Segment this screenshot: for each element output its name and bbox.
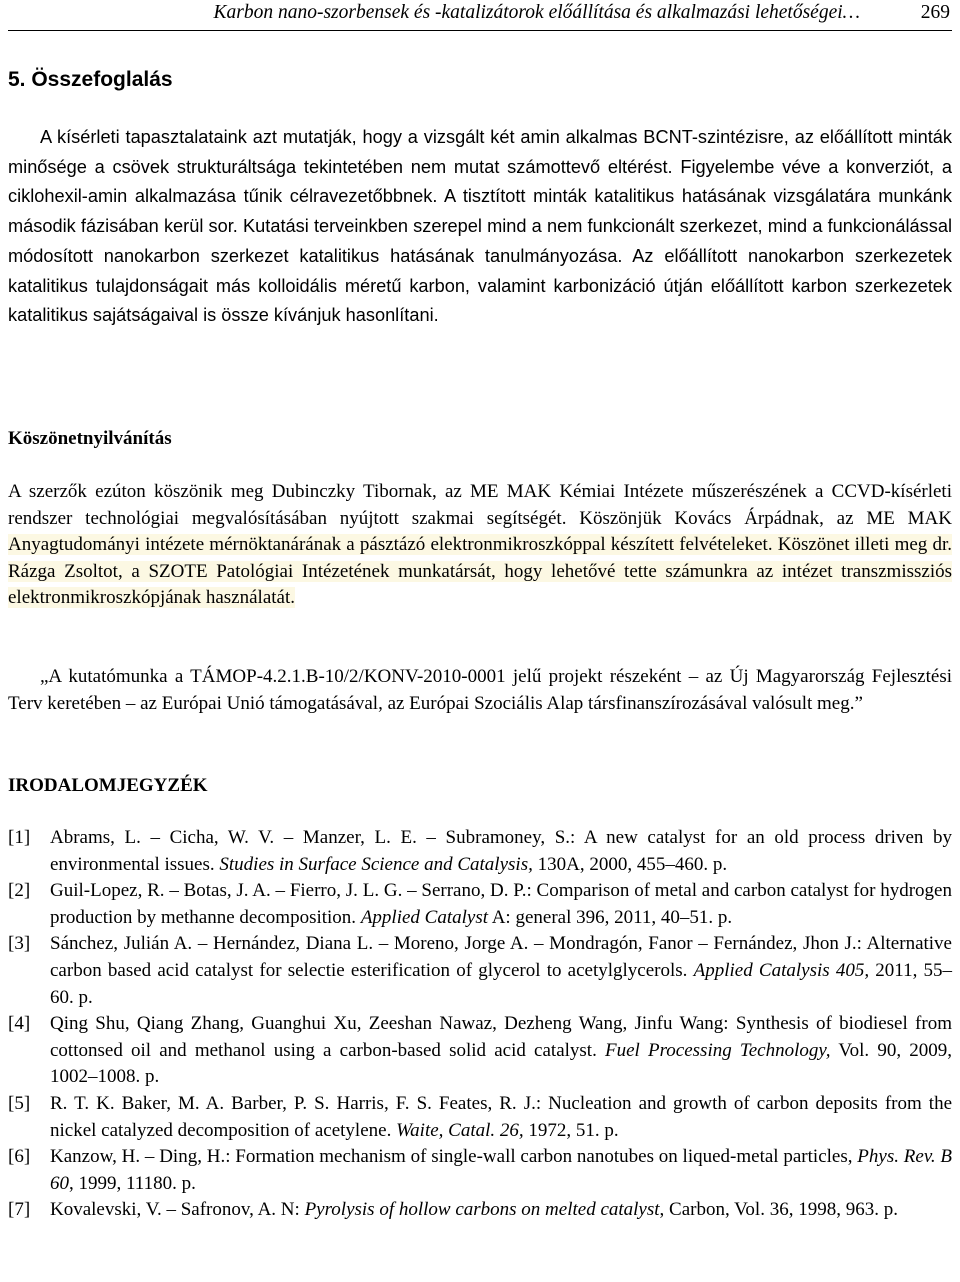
reference-journal: Applied Catalysis 405, — [693, 959, 870, 981]
reference-item — [8, 931, 952, 1011]
acknowledgement-text: A szerzők ezúton köszönik meg Dubinczky Tibornak, az ME MAK Kémiai Intézete műszerészének a CCVD-kísérleti rendszer technológiai megvalósításában nyújtott szakmai segítségét. Köszönjük Kovács Árpádnak, az ME MAK — [8, 481, 952, 529]
reference-journal: Fuel Processing Technology, — [605, 1039, 831, 1061]
reference-journal: Pyrolysis of hollow carbons on melted catalyst — [304, 1199, 660, 1221]
reference-list — [8, 825, 952, 1224]
reference-details: 1972, 51. p. — [523, 1119, 619, 1141]
reference-authors-title: Kovalevski, V. – Safronov, A. N: — [50, 1199, 305, 1221]
reference-authors-title: Guil-Lopez, R. – Botas, J. A. – Fierro, J. L. G. – Serrano, D. P.: Comparison of metal and carbon catalyst for hydrogen production by methanne decomposition. — [50, 880, 952, 928]
reference-authors-title: Kanzow, H. – Ding, H.: Formation mechanism of single-wall carbon nanotubes on liqued-metal particles, — [50, 1146, 858, 1168]
reference-number: [3] — [8, 933, 31, 955]
reference-item — [8, 878, 952, 931]
section-heading-summary: 5. Összefoglalás — [8, 68, 173, 91]
running-title: Karbon nano-szorbensek és -katalizátorok előállítása és alkalmazási lehetőségei… — [213, 2, 860, 23]
reference-number: [4] — [8, 1013, 31, 1035]
reference-journal: Applied Catalyst — [360, 906, 488, 928]
reference-details: A: general 396, 2011, 40–51. p. — [488, 906, 733, 928]
reference-number: [1] — [8, 827, 31, 848]
reference-item — [8, 1011, 952, 1091]
reference-details: 130A, 2000, 455–460. p. — [532, 853, 728, 875]
reference-details: 2011, 55–60. p. — [50, 959, 953, 1008]
page-number: 269 — [920, 2, 950, 23]
reference-authors-title: Qing Shu, Qiang Zhang, Guanghui Xu, Zeeshan Nawaz, Dezheng Wang, Jinfu Wang: Synthesis of biodiesel from cottonsed oil and methanol using a carbon-based solid acid catalyst. — [50, 1013, 952, 1061]
reference-item — [8, 1091, 952, 1144]
reference-item — [8, 1144, 952, 1197]
reference-details: , 1999, 11180. p. — [69, 1172, 196, 1194]
acknowledgement-paragraph — [8, 479, 952, 612]
funding-paragraph: „A kutatómunka a TÁMOP-4.2.1.B-10/2/KONV-2010-0001 jelű projekt részeként – az Új Magyarország Fejlesztési Terv keretében – az Európai Unió támogatásával, az Európai Szociális Alap társfinanszírozásával valósult meg.” — [8, 666, 952, 714]
references-heading: IRODALOMJEGYZÉK — [8, 775, 208, 796]
reference-details: Vol. 90, 2009, 1002–1008. p. — [50, 1039, 952, 1088]
summary-paragraph: A kísérleti tapasztalataink azt mutatják, hogy a vizsgált két amin alkalmas BCNT-szintézisre, az előállított minták minősége a csövek strukturáltsága tekintetében nem mutat számottevő eltérést. Figyelembe véve a konverziót, a ciklohexil-amin alkalmazása tűnik célravezetőbbnek. A tisztított minták katalitikus hatásának vizsgálatára munkánk második fázisában kerül sor. Kutatási terveinkben szerepel mind a nem funkcionált szerkezet, mind a funkcionálással módosított nanokarbon szerkezet katalitikus hatásának tanulmányozása. Az előállított nanokarbon szerkezetek katalitikus tulajdonságait más kolloidális méretű karbon, valamint karbonizáció útján előállított karbon szerkezetek katalitikus sajátságaival is össze kívánjuk hasonlítani. — [8, 127, 952, 326]
reference-number: [6] — [8, 1146, 31, 1168]
reference-number: [5] — [8, 1092, 31, 1114]
acknowledgement-heading: Köszönetnyilvánítás — [8, 428, 172, 449]
reference-authors-title: Sánchez, Julián A. – Hernández, Diana L. – Moreno, Jorge A. – Mondragón, Fanor – Fernández, Jhon J.: Alternative carbon based acid catalyst for selectie esterification of glycerol to acetylglycerols. — [50, 933, 952, 981]
reference-item — [8, 825, 952, 878]
reference-authors-title: Abrams, L. – Cicha, W. V. – Manzer, L. E. – Subramoney, S.: A new catalyst for an old process driven by environmental issues. — [50, 827, 952, 875]
reference-journal: Waite, Catal. 26, — [396, 1119, 524, 1141]
reference-number: [7] — [8, 1199, 31, 1221]
reference-journal: Phys. Rev. B 60 — [50, 1146, 952, 1194]
reference-journal: Studies in Surface Science and Catalysis, — [219, 853, 533, 875]
reference-authors-title: R. T. K. Baker, M. A. Barber, P. S. Harris, F. S. Feates, R. J.: Nucleation and growth of carbon deposits from the nickel catalyzed decomposition of acetylene. — [50, 1092, 952, 1141]
reference-details: , Carbon, Vol. 36, 1998, 963. p. — [659, 1199, 898, 1221]
reference-item — [8, 1197, 952, 1224]
reference-number: [2] — [8, 880, 31, 902]
running-header — [8, 0, 952, 31]
acknowledgement-highlighted-text: Anyagtudományi intézete mérnöktanárának a pásztázó elektronmikroszkóppal készített felvételeket. Köszönet illeti meg dr. Rázga Zsoltot, a SZOTE Patológiai Intézetének munkatársát, hogy lehetővé tette számunkra az intézet transzmissziós elektronmikroszkópjának használatát. — [8, 534, 952, 609]
